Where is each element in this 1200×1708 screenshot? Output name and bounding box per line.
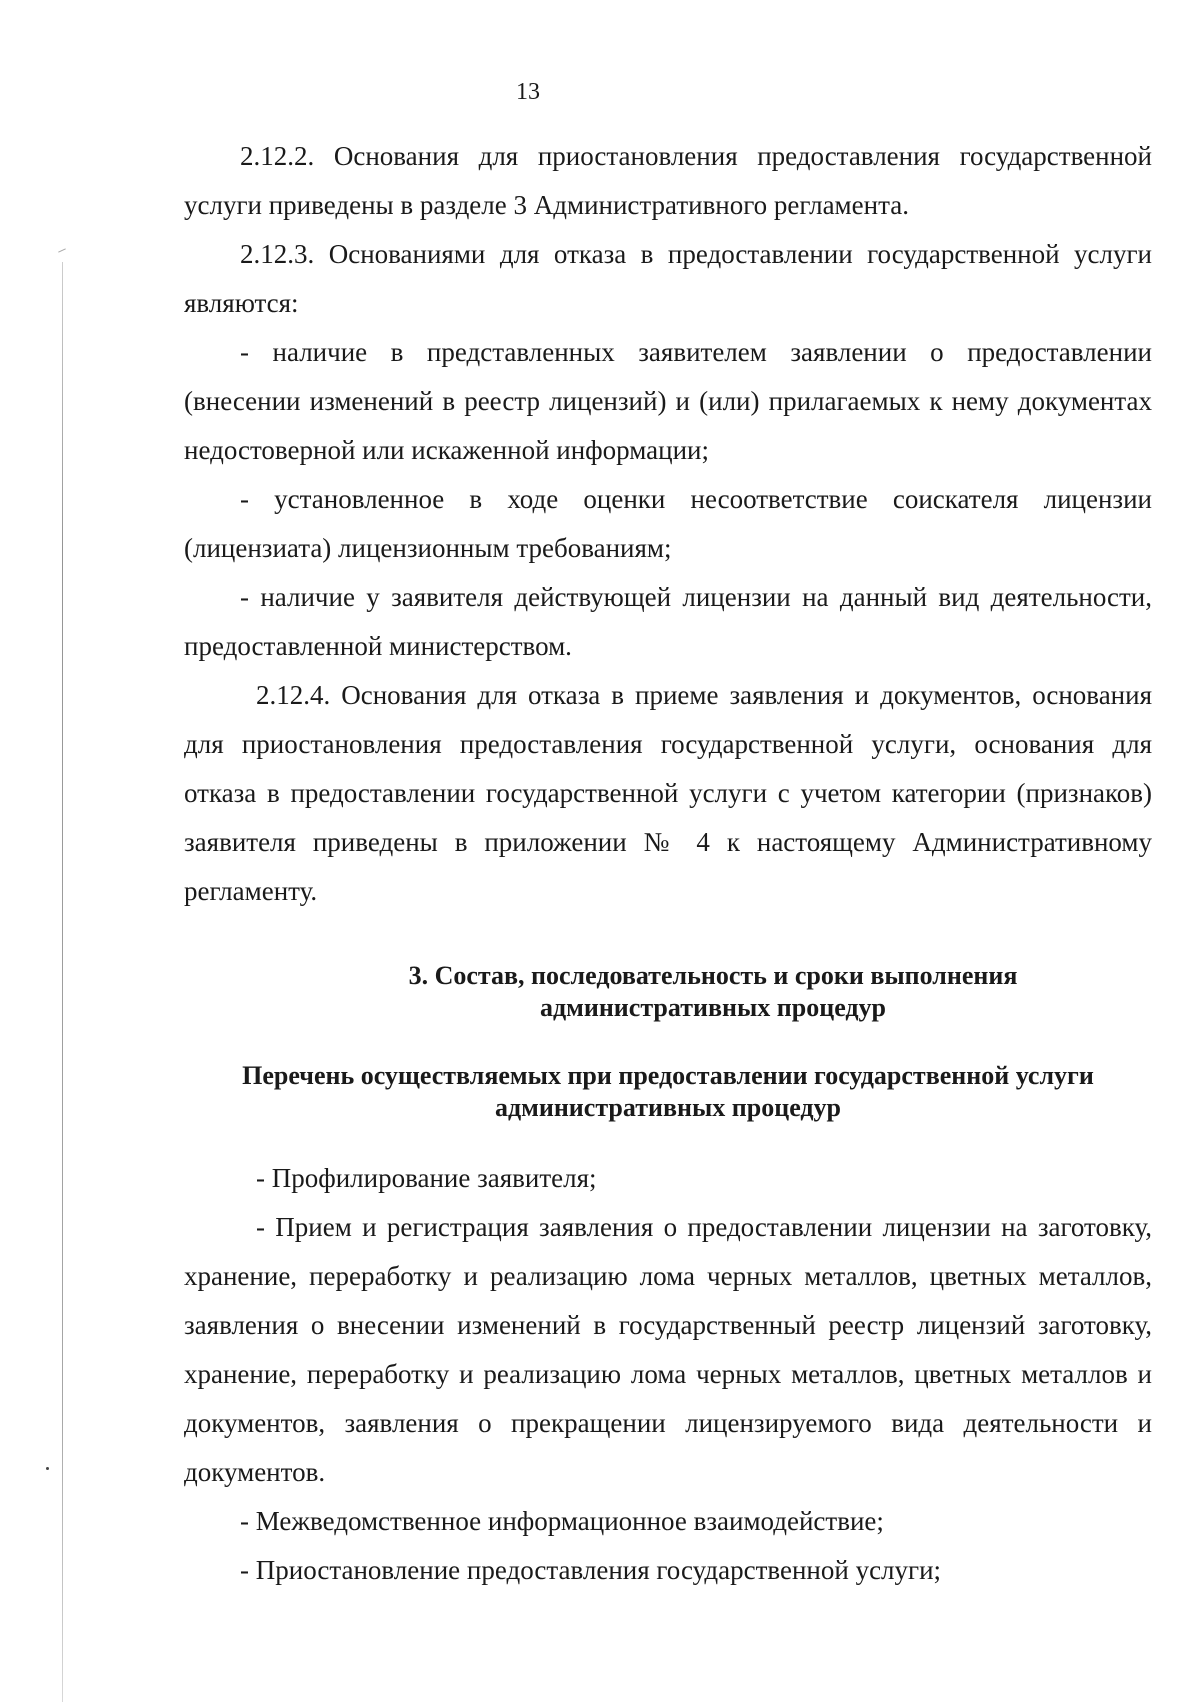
procedure-item: - Прием и регистрация заявления о предоставлении лицензии на заготовку, хранение, переработку и реализацию лома черных металлов, цветных металлов, заявления о внесении изменений в государственный реестр лицензий заготовку, хранение, переработку и реализацию лома черных металлов, цветных металлов и документов, заявления о прекращении лицензируемого вида деятельности и документов. bbox=[184, 1212, 1152, 1487]
procedures-list-heading-line1: Перечень осуществляемых при предоставлении государственной услуги bbox=[242, 1061, 1094, 1090]
scan-artifact-dot bbox=[46, 1467, 49, 1470]
scan-artifact-edge-line bbox=[62, 262, 63, 1702]
procedure-item: - Приостановление предоставления государственной услуги; bbox=[240, 1555, 942, 1585]
paragraph-2-12-4: 2.12.4. Основания для отказа в приеме заявления и документов, основания для приостановления предоставления государственной услуги, основания для отказа в предоставлении государственной услуги с учетом категории (признаков) заявителя приведены в приложении № 4 к настоящему Административному регламенту. bbox=[184, 680, 1152, 906]
paragraph-2-12-3: 2.12.3. Основаниями для отказа в предоставлении государственной услуги являются: bbox=[184, 239, 1152, 318]
procedures-list-heading bbox=[184, 1060, 1152, 1124]
section-3-heading-line2: административных процедур bbox=[539, 993, 887, 1022]
refusal-ground-item-1: - наличие в представленных заявителем заявлении о предоставлении (внесении изменений в реестр лицензий) и (или) прилагаемых к нему документах недостоверной или искаженной информации; bbox=[184, 337, 1152, 465]
page-number: 13 bbox=[516, 79, 540, 105]
procedure-item: - Профилирование заявителя; bbox=[256, 1163, 597, 1193]
document-body bbox=[184, 132, 1152, 1595]
section-3-heading-line1: 3. Состав, последовательность и сроки выполнения bbox=[408, 961, 1018, 990]
section-3-heading bbox=[184, 960, 1152, 1024]
procedures-list-heading-line2: административных процедур bbox=[494, 1093, 842, 1122]
refusal-ground-item-2: - установленное в ходе оценки несоответствие соискателя лицензии (лицензиата) лицензионным требованиям; bbox=[184, 484, 1152, 563]
procedures-list bbox=[184, 1154, 1152, 1595]
refusal-ground-item-3: - наличие у заявителя действующей лицензии на данный вид деятельности, предоставленной министерством. bbox=[184, 582, 1152, 661]
paragraph-2-12-2: 2.12.2. Основания для приостановления предоставления государственной услуги приведены в разделе 3 Административного регламента. bbox=[184, 141, 1152, 220]
procedure-item: - Межведомственное информационное взаимодействие; bbox=[240, 1506, 884, 1536]
scan-artifact-tick bbox=[58, 248, 66, 252]
